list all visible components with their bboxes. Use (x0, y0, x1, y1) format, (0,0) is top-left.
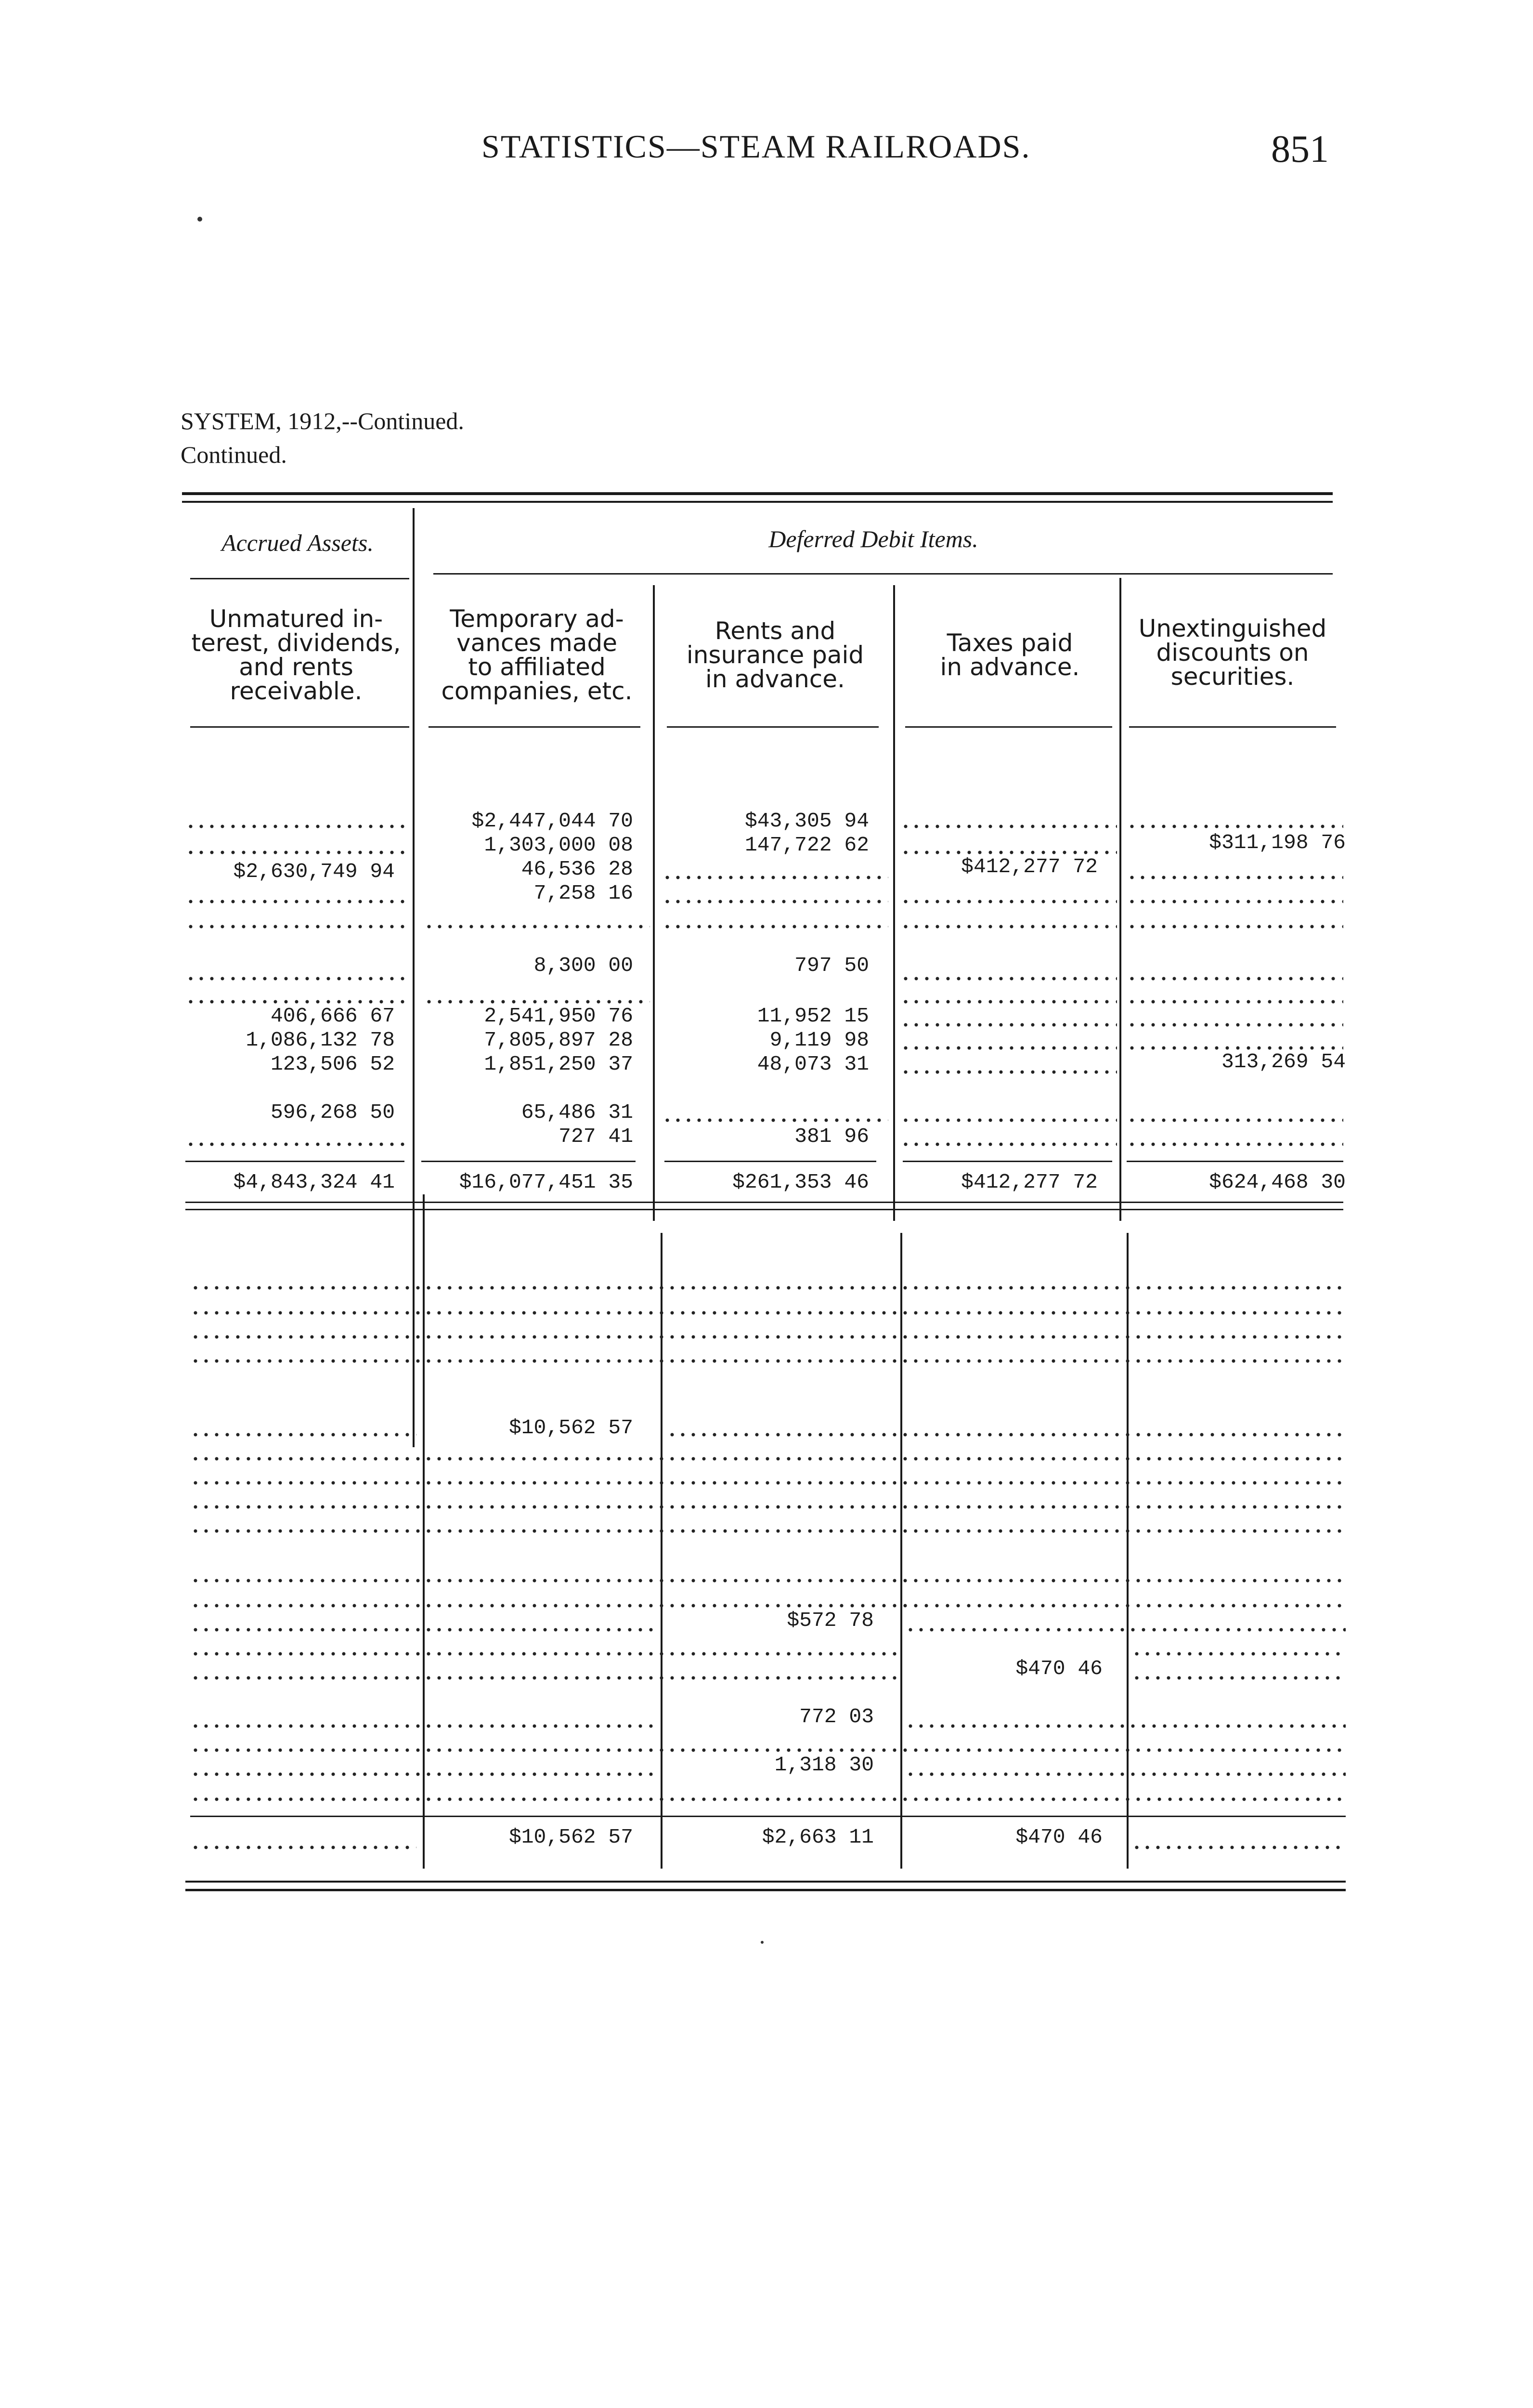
dot-leader (190, 1529, 1346, 1533)
dot-leader (190, 1579, 1346, 1583)
total-cell: $624,468 30 (1209, 1170, 1346, 1194)
table-caption: SYSTEM, 1912,--Continued. (181, 407, 464, 434)
dot-leader (424, 925, 650, 929)
dot-leader (190, 1457, 1346, 1461)
dot-leader (1127, 824, 1343, 828)
total-rule (421, 1161, 636, 1162)
column-header-rents-insurance: Rents and insurance paid in advance. (686, 617, 864, 693)
dot-leader (190, 1481, 1346, 1485)
dot-leader (190, 1676, 898, 1680)
total-rule (185, 1161, 404, 1162)
column-divider (900, 1233, 902, 1869)
dot-leader (1127, 1000, 1343, 1004)
dot-leader (1127, 900, 1343, 903)
section-rule (185, 1202, 1343, 1203)
dot-leader (190, 1772, 660, 1776)
value-cell: 46,536 28 (521, 857, 633, 881)
total-cell: $261,353 46 (732, 1170, 869, 1194)
dot-leader (900, 1118, 1117, 1122)
dot-leader (900, 977, 1117, 981)
dot-leader (190, 1335, 1346, 1339)
value-cell: 406,666 67 (270, 1004, 395, 1028)
value-cell: $2,630,749 94 (233, 860, 395, 883)
dot-leader (905, 1628, 1346, 1632)
total-cell: $4,843,324 41 (233, 1170, 395, 1194)
dot-leader (662, 900, 888, 903)
column-divider (1119, 578, 1121, 1221)
value-cell: $2,447,044 70 (471, 809, 633, 833)
dot-leader (900, 1142, 1117, 1146)
top-rule (182, 492, 1333, 495)
value-cell: 772 03 (799, 1705, 874, 1728)
scan-speck (761, 1941, 764, 1944)
dot-leader (424, 1000, 650, 1004)
total-rule (903, 1161, 1112, 1162)
dot-leader (190, 1628, 660, 1632)
dot-leader (190, 1604, 1346, 1608)
dot-leader (1127, 1118, 1343, 1122)
dot-leader (185, 1000, 409, 1004)
value-cell: $10,562 57 (508, 1416, 633, 1440)
dot-leader (190, 1748, 1346, 1752)
value-cell: 11,952 15 (757, 1004, 869, 1028)
column-divider (413, 508, 415, 1447)
dot-leader (1127, 1023, 1343, 1027)
column-header-taxes-paid: Taxes paid in advance. (940, 629, 1080, 681)
dot-leader (667, 1433, 1346, 1437)
header-rule (905, 726, 1112, 728)
top-rule (182, 501, 1333, 503)
value-cell: 1,318 30 (774, 1753, 874, 1777)
total-rule (1127, 1161, 1343, 1162)
dot-leader (190, 1845, 416, 1849)
value-cell: 147,722 62 (744, 833, 869, 857)
group-rule (190, 578, 409, 579)
dot-leader (190, 1652, 898, 1656)
value-cell: 7,805,897 28 (484, 1028, 633, 1052)
header-rule (667, 726, 879, 728)
value-cell: 1,851,250 37 (484, 1052, 633, 1076)
value-cell: $43,305 94 (744, 809, 869, 833)
column-divider (893, 585, 895, 1221)
dot-leader (900, 1046, 1117, 1050)
total-cell: $10,562 57 (508, 1825, 633, 1849)
dot-leader (185, 900, 409, 903)
section-rule (185, 1209, 1343, 1210)
total-rule (190, 1816, 1346, 1817)
value-cell: 727 41 (559, 1125, 633, 1148)
dot-leader (900, 1023, 1117, 1027)
dot-leader (1127, 977, 1343, 981)
value-cell: 313,269 54 (1221, 1050, 1346, 1073)
dot-leader (905, 1772, 1346, 1776)
table-caption-continued: Continued. (181, 441, 287, 468)
value-cell: 381 96 (794, 1125, 869, 1148)
dot-leader (900, 851, 1117, 854)
value-cell: 123,506 52 (270, 1052, 395, 1076)
bottom-rule (185, 1889, 1346, 1891)
dot-leader (185, 824, 409, 828)
dot-leader (662, 925, 888, 929)
value-cell: 596,268 50 (270, 1100, 395, 1124)
value-cell: $311,198 76 (1209, 831, 1346, 854)
dot-leader (1127, 1142, 1343, 1146)
dot-leader (900, 900, 1117, 903)
dot-leader (1127, 876, 1343, 879)
dot-leader (662, 876, 888, 879)
total-cell: $2,663 11 (762, 1825, 874, 1849)
header-rule (429, 726, 640, 728)
value-cell: 65,486 31 (521, 1100, 633, 1124)
dot-leader (190, 1797, 1346, 1801)
total-cell: $16,077,451 35 (459, 1170, 633, 1194)
dot-leader (190, 1311, 1346, 1315)
group-header-deferred: Deferred Debit Items. (768, 525, 978, 552)
bottom-rule (185, 1881, 1346, 1883)
total-cell: $412,277 72 (961, 1170, 1098, 1194)
value-cell: $412,277 72 (961, 855, 1098, 878)
dot-leader (190, 1505, 1346, 1509)
value-cell: $470 46 (1015, 1657, 1103, 1680)
column-header-temporary-advances: Temporary ad- vances made to affiliated companies, etc. (441, 605, 633, 705)
dot-leader (900, 925, 1117, 929)
dot-leader (190, 1359, 1346, 1363)
dot-leader (185, 977, 409, 981)
dot-leader (900, 1000, 1117, 1004)
dot-leader (185, 1142, 409, 1146)
page-title: STATISTICS—STEAM RAILROADS. (481, 128, 1031, 165)
value-cell: 797 50 (794, 954, 869, 977)
value-cell: 1,303,000 08 (484, 833, 633, 857)
column-divider (653, 585, 655, 1221)
total-cell: $470 46 (1015, 1825, 1103, 1849)
dot-leader (1131, 1845, 1346, 1849)
total-rule (664, 1161, 876, 1162)
value-cell: 9,119 98 (769, 1028, 869, 1052)
dot-leader (900, 1070, 1117, 1074)
column-divider (661, 1233, 663, 1869)
dot-leader (1127, 925, 1343, 929)
dot-leader (1131, 1676, 1346, 1680)
scan-speck (197, 217, 202, 222)
dot-leader (185, 851, 409, 854)
value-cell: 2,541,950 76 (484, 1004, 633, 1028)
dot-leader (190, 1724, 660, 1728)
dot-leader (190, 1286, 1346, 1290)
page-number: 851 (1271, 128, 1329, 170)
value-cell: 48,073 31 (757, 1052, 869, 1076)
column-header-unmatured-interest: Unmatured in- terest, dividends, and rents receivable. (191, 605, 401, 705)
group-header-accrued: Accrued Assets. (221, 529, 374, 556)
column-header-unextinguished-discounts: Unextinguished discounts on securities. (1138, 615, 1327, 691)
header-rule (190, 726, 409, 728)
value-cell: 1,086,132 78 (246, 1028, 395, 1052)
dot-leader (190, 1433, 416, 1437)
dot-leader (662, 1118, 888, 1122)
header-rule (1129, 726, 1336, 728)
value-cell: 8,300 00 (533, 954, 633, 977)
value-cell: $572 78 (787, 1609, 874, 1632)
dot-leader (905, 1724, 1346, 1728)
value-cell: 7,258 16 (533, 881, 633, 905)
dot-leader (1131, 1652, 1346, 1656)
dot-leader (900, 824, 1117, 828)
group-rule (433, 573, 1333, 575)
dot-leader (1127, 1046, 1343, 1050)
dot-leader (185, 925, 409, 929)
